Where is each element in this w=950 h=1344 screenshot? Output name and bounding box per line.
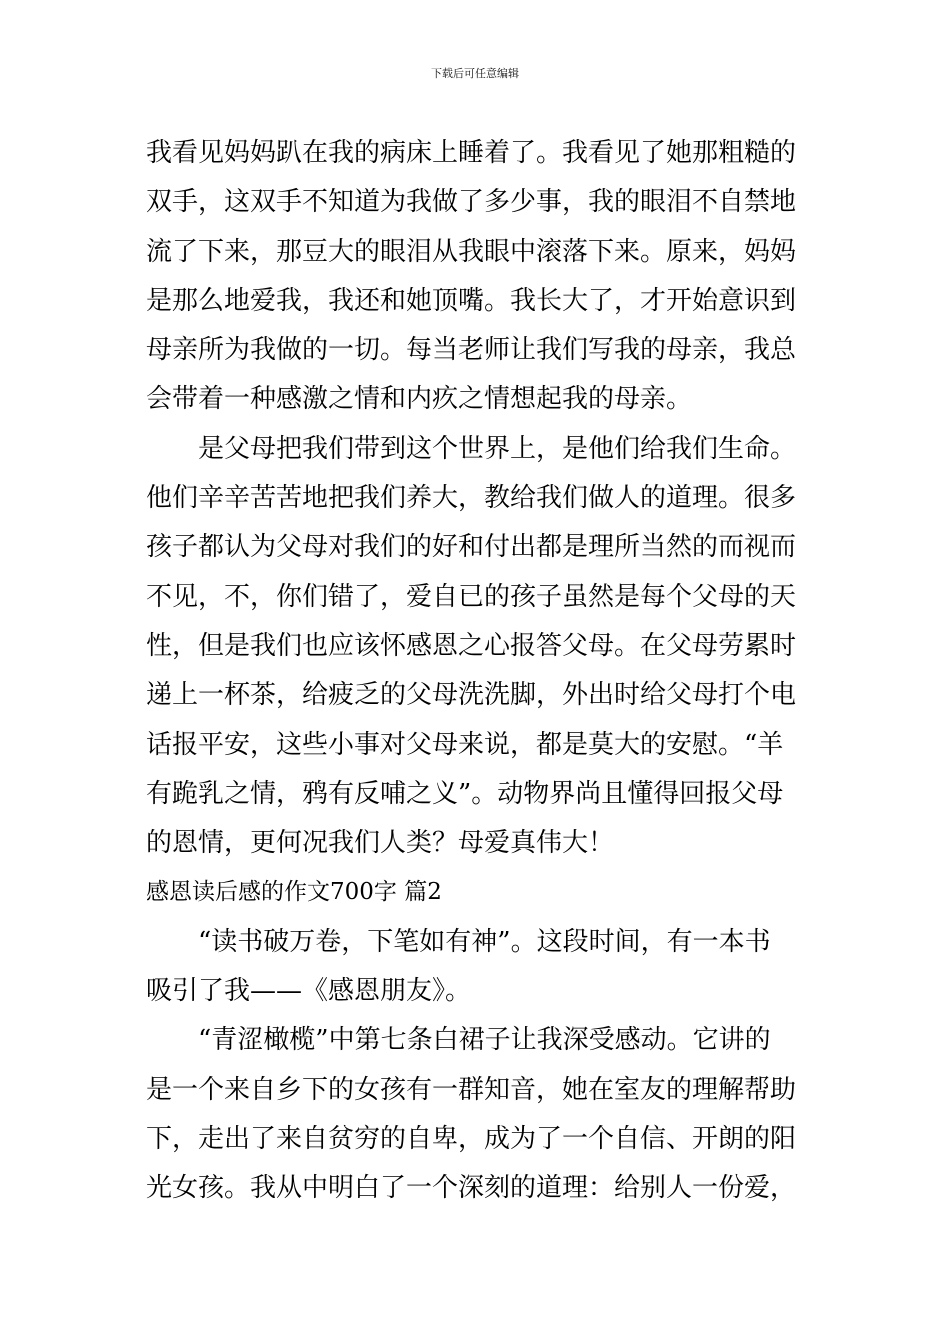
- text-line: 流了下来，那豆大的眼泪从我眼中滚落下来。原来，妈妈: [146, 236, 797, 267]
- text-line: 下，走出了来自贫穷的自卑，成为了一个自信、开朗的阳: [146, 1123, 797, 1154]
- text-line: 我看见妈妈趴在我的病床上睡着了。我看见了她那粗糙的: [146, 138, 797, 168]
- text-line: 递上一杯茶，给疲乏的父母洗洗脚，外出时给父母打个电: [146, 680, 797, 711]
- text-line: “青涩橄榄”中第七条白裙子让我深受感动。它讲的: [198, 1025, 771, 1056]
- text-line: “读书破万卷，下笔如有神”。这段时间，有一本书: [198, 926, 771, 957]
- header-note: 下载后可任意编辑: [431, 67, 519, 80]
- text-line: 双手，这双手不知道为我做了多少事，我的眼泪不自禁地: [146, 187, 797, 218]
- text-line: 是父母把我们带到这个世界上，是他们给我们生命。: [198, 433, 797, 464]
- text-line: 性，但是我们也应该怀感恩之心报答父母。在父母劳累时: [146, 630, 797, 661]
- text-line: 会带着一种感激之情和内疚之情想起我的母亲。: [146, 384, 693, 415]
- text-line: 不见，不，你们错了，爱自已的孩子虽然是每个父母的天: [146, 581, 797, 612]
- text-line: 吸引了我——《感恩朋友》。: [146, 976, 472, 1007]
- text-line: 是一个来自乡下的女孩有一群知音，她在室友的理解帮助: [146, 1074, 797, 1105]
- text-line: 的恩情，更何况我们人类？母爱真伟大！: [146, 828, 615, 859]
- text-line: 孩子都认为父母对我们的好和付出都是理所当然的而视而: [146, 532, 797, 563]
- text-line: 母亲所为我做的一切。每当老师让我们写我的母亲，我总: [146, 335, 797, 366]
- text-line: 他们辛辛苦苦地把我们养大，教给我们做人的道理。很多: [146, 483, 797, 514]
- text-line: 有跪乳之情，鸦有反哺之义”。动物界尚且懂得回报父母: [146, 778, 784, 809]
- text-line: 话报平安，这些小事对父母来说，都是莫大的安慰。“羊: [146, 729, 784, 760]
- text-line: 光女孩。我从中明白了一个深刻的道理：给别人一份爱，: [146, 1173, 797, 1204]
- body-text: [146, 129, 806, 1214]
- section-heading: 感恩读后感的作文700字 篇2: [146, 879, 442, 906]
- text-line: 是那么地爱我，我还和她顶嘴。我长大了，才开始意识到: [146, 285, 797, 316]
